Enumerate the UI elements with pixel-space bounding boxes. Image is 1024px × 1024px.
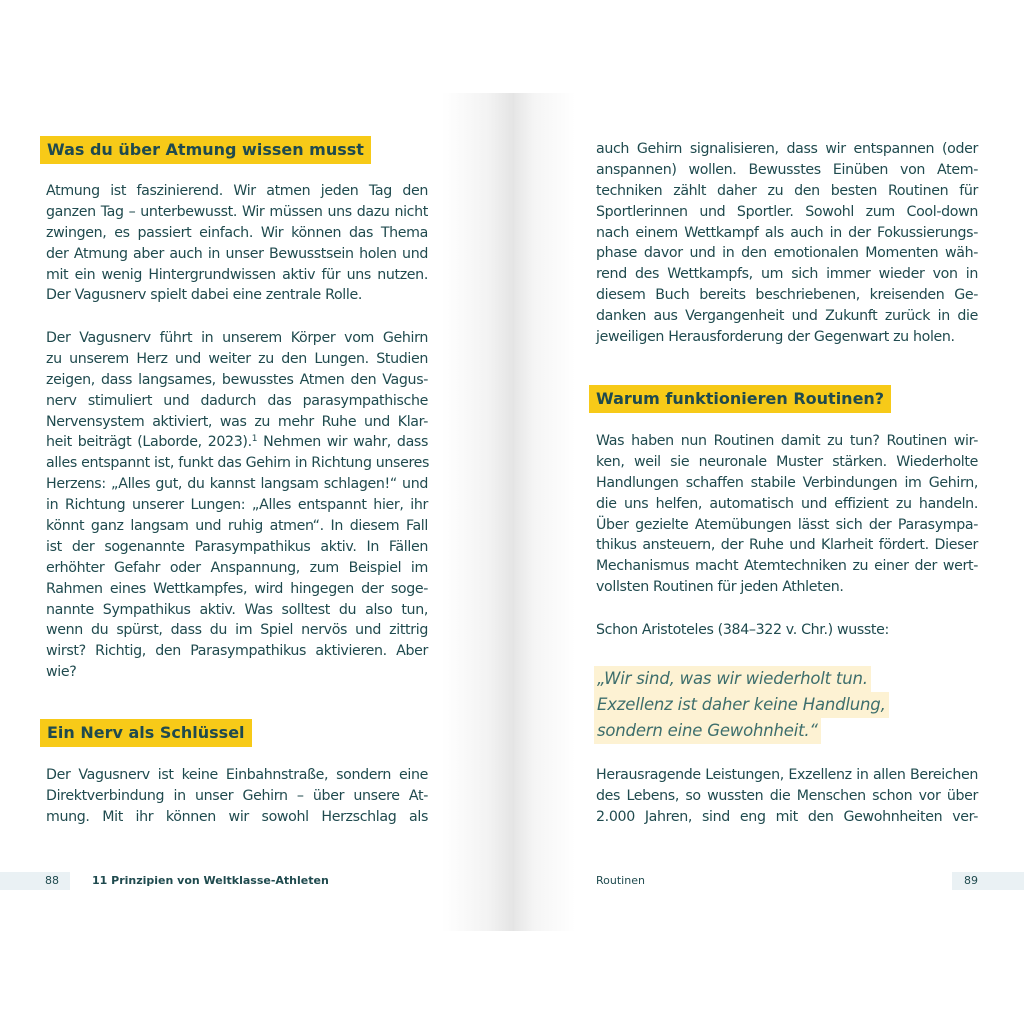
text-line: erhöhter Gefahr oder Anspannung, zum Beispiel im [46, 559, 428, 576]
paragraph-einbahnstrasse [46, 765, 428, 828]
paragraph-exzellenz [596, 765, 978, 828]
quote-line: „Wir sind, was wir wiederholt tun. [594, 666, 871, 692]
text-line: Schon Aristoteles (384–322 v. Chr.) wusste: [596, 622, 889, 638]
text-line: Handlungen schaffen stabile Verbindungen im Gehirn, [596, 474, 978, 491]
running-title: 11 Prinzipien von Weltklasse-Athleten [92, 874, 329, 887]
page-number-left: 88 [45, 874, 59, 887]
text-line: mung. Mit ihr können wir sowohl Herzschlag als [46, 808, 428, 825]
text-line: 2.000 Jahren, sind eng mit den Gewohnheiten ver- [596, 808, 978, 825]
text-line: mit ein wenig Hintergrundwissen aktiv für uns nutzen. [46, 266, 428, 283]
paragraph-atmung-intro [46, 181, 428, 306]
text-fragment: heit beiträgt (Laborde, 2023). [46, 434, 252, 451]
text-line: jeweiligen Herausforderung der Gegenwart zu holen. [596, 329, 955, 346]
section-heading-nerv: Ein Nerv als Schlüssel [40, 719, 252, 747]
text-line: Über gezielte Atemübungen lässt sich der Parasympa- [596, 516, 978, 533]
text-line: alles entspannt ist, funkt das Gehirn in Richtung unseres [46, 455, 430, 472]
section-heading-routinen: Warum funktionieren Routinen? [589, 385, 891, 413]
text-line: zeigen, dass langsames, bewusstes Atmen den Vagus- [46, 371, 428, 388]
text-fragment: Nehmen wir wahr, dass [257, 434, 428, 451]
text-line: wirst? Richtig, den Parasympathikus aktivieren. Aber [46, 643, 428, 660]
footer-bar-right [952, 872, 1024, 890]
text-line: thikus ansteuern, der Ruhe und Klarheit fördert. Dieser [596, 537, 978, 554]
text-line: Herzens: „Alles gut, du kannst langsam schlagen!“ und [46, 476, 428, 493]
text-line-with-footnote [46, 432, 428, 453]
text-line: techniken zählt daher zu den besten Routinen für [596, 182, 978, 199]
text-line: Der Vagusnerv führt in unserem Körper vom Gehirn [46, 330, 428, 346]
aristoteles-quote [594, 666, 889, 744]
text-line: rend des Wettkampfs, um sich immer wieder von in [596, 266, 978, 283]
quote-line: Exzellenz ist daher keine Handlung, [594, 692, 889, 718]
text-line: wenn du spürst, dass du im Spiel nervös und zittrig [46, 622, 428, 639]
text-line: Direktverbindung in unser Gehirn – über unsere At- [46, 787, 428, 804]
footnote-marker: 1 [251, 434, 258, 445]
text-line: könnt ganz langsam und ruhig atmen“. In diesem Fall [46, 518, 428, 535]
text-line: nerv stimuliert und dadurch das parasympathische [46, 392, 428, 409]
text-line: Was haben nun Routinen damit zu tun? Routinen wir- [596, 433, 978, 449]
text-line: Rahmen eines Wettkampfes, wird hingegen der soge- [46, 580, 428, 597]
text-line: Der Vagusnerv spielt dabei eine zentrale Rolle. [46, 287, 363, 304]
text-line: der Atmung aber auch in unser Bewusstsein holen und [46, 245, 428, 262]
page-number-right: 89 [964, 874, 978, 887]
text-line: Der Vagusnerv ist keine Einbahnstraße, sondern eine [46, 767, 428, 783]
text-line: Sportlerinnen und Sportler. Sowohl zum Cool-down [596, 203, 978, 220]
text-line: phase davor und in den emotionalen Momenten wäh- [596, 245, 978, 262]
paragraph-routinen [596, 431, 978, 598]
text-line: wie? [46, 664, 77, 681]
text-line: in Richtung unserer Lungen: „Alles entspannt hier, ihr [46, 497, 428, 514]
text-line: ganzen Tag – unterbewusst. Wir müssen uns dazu nicht [46, 203, 428, 220]
text-line: diesem Buch bereits beschriebenen, kreisenden Ge- [596, 287, 978, 304]
text-line: auch Gehirn signalisieren, dass wir entspannen (oder [596, 141, 978, 157]
text-line: ken, weil sie neuronale Muster stärken. Wiederholte [596, 453, 978, 470]
text-line: Nervensystem aktiviert, was zu mehr Ruhe und Klar- [46, 413, 428, 430]
text-line: ist der sogenannte Parasympathikus aktiv. In Fällen [46, 538, 428, 555]
text-line: nannte Sympathikus aktiv. Was solltest du also tun, [46, 601, 428, 618]
section-title-footer: Routinen [596, 874, 645, 887]
text-line: Atmung ist faszinierend. Wir atmen jeden Tag den [46, 183, 428, 199]
text-line: danken aus Vergangenheit und Zukunft zurück in die [596, 308, 978, 325]
paragraph-atemtechniken [596, 139, 978, 348]
text-line: zwingen, es passiert einfach. Wir können das Thema [46, 224, 428, 241]
text-line: zu unserem Herz und weiter zu den Lungen. Studien [46, 350, 428, 367]
footer-bar-left [0, 872, 70, 890]
text-line: Herausragende Leistungen, Exzellenz in allen Bereichen [596, 767, 978, 783]
text-line: nach einem Wettkampf als auch in der Fokussierungs- [596, 224, 978, 241]
section-heading-atmung: Was du über Atmung wissen musst [40, 136, 371, 164]
quote-line: sondern eine Gewohnheit.“ [594, 718, 821, 744]
text-line: anspannen) wollen. Bewusstes Einüben von Atem- [596, 161, 978, 178]
paragraph-vagusnerv [46, 328, 428, 683]
text-line: Mechanismus macht Atemtechniken zu einer der wert- [596, 558, 978, 575]
text-line: des Lebens, so wussten die Menschen schon vor über [596, 787, 978, 804]
paragraph-aristoteles-intro [596, 620, 978, 641]
text-line: vollsten Routinen für jeden Athleten. [596, 579, 844, 596]
text-line: die uns helfen, automatisch und effizient zu handeln. [596, 495, 978, 512]
